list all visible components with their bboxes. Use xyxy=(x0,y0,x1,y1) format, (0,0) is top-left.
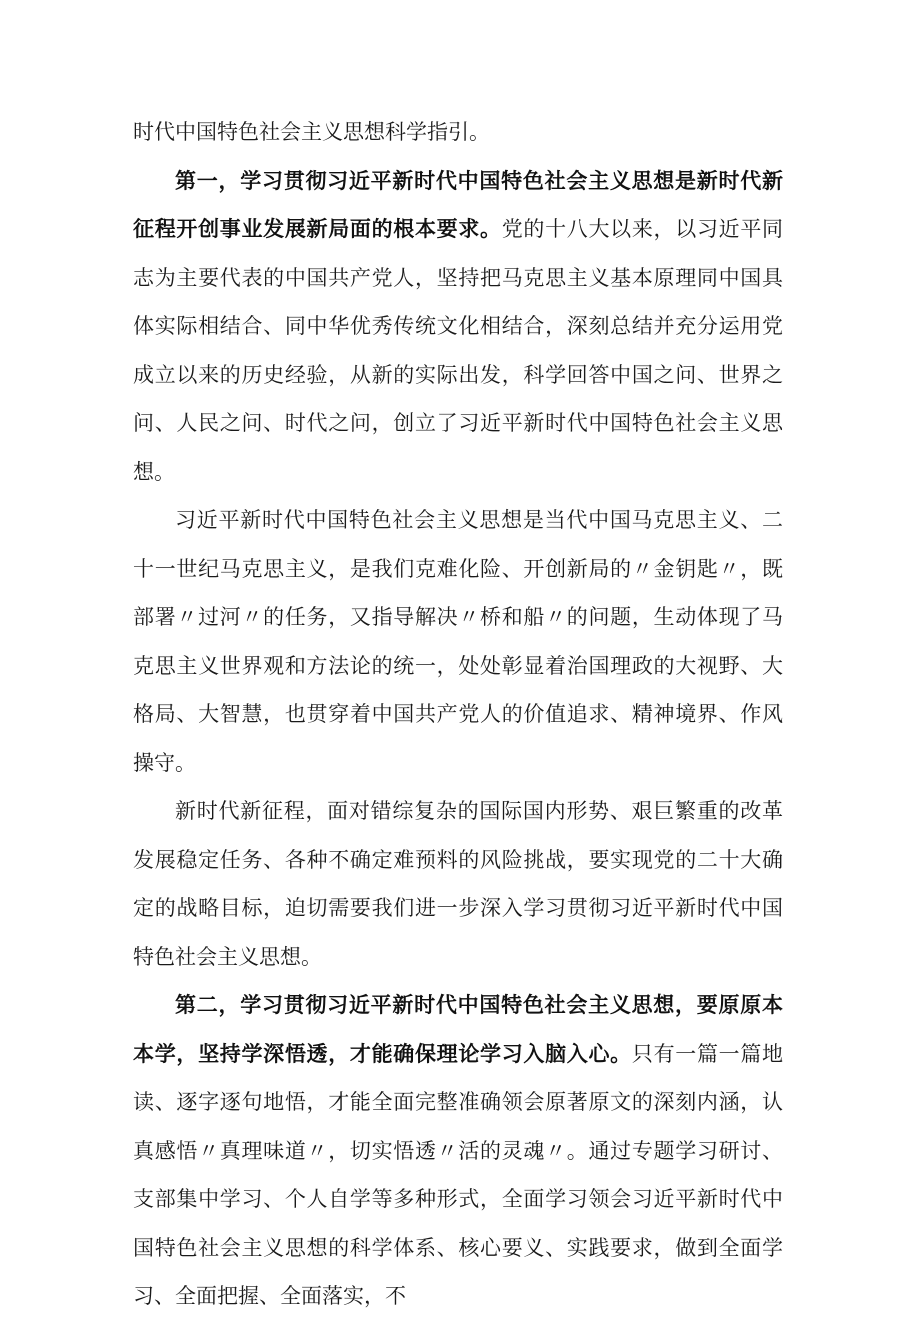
paragraph-3-text: 习近平新时代中国特色社会主义思想是当代中国马克思主义、二十一世纪马克思主义，是我们克难化险、开创新局的〃金钥匙〃，既部署〃过河〃的任务，又指导解决〃桥和船〃的问题，生动体现了马克思主义世界观和方法论的统一，处处彰显着治国理政的大视野、大格局、大智慧，也贯穿着中国共产党人的价值追求、精神境界、作风操守。 xyxy=(133,508,783,775)
document-body xyxy=(133,108,783,1321)
paragraph-5 xyxy=(133,981,783,1321)
paragraph-4-text: 新时代新征程，面对错综复杂的国际国内形势、艰巨繁重的改革发展稳定任务、各种不确定难预料的风险挑战，要实现党的二十大确定的战略目标，迫切需要我们进一步深入学习贯彻习近平新时代中国特色社会主义思想。 xyxy=(133,799,783,969)
paragraph-1 xyxy=(133,108,783,157)
paragraph-5-heading: 第二，学习贯彻习近平新时代中国特色社会主义思想，要原原本本学，坚持学深悟透，才能确保理论学习入脑入心。 xyxy=(133,993,783,1066)
paragraph-2-text: 党的十八大以来，以习近平同志为主要代表的中国共产党人，坚持把马克思主义基本原理同中国具体实际相结合、同中华优秀传统文化相结合，深刻总结并充分运用党成立以来的历史经验，从新的实际出发，科学回答中国之问、世界之问、人民之问、时代之问，创立了习近平新时代中国特色社会主义思想。 xyxy=(133,217,784,484)
paragraph-2-heading: 第一，学习贯彻习近平新时代中国特色社会主义思想是新时代新征程开创事业发展新局面的根本要求。 xyxy=(133,168,783,241)
paragraph-5-text: 只有一篇一篇地读、逐字逐句地悟，才能全面完整准确领会原著原文的深刻内涵，认真感悟〃真理味道〃，切实悟透〃活的灵魂〃。通过专题学习研讨、支部集中学习、个人自学等多种形式，全面学习领会习近平新时代中国特色社会主义思想的科学体系、核心要义、实践要求，做到全面学习、全面把握、全面落实，不 xyxy=(133,1041,784,1308)
paragraph-2 xyxy=(133,157,783,497)
paragraph-1-text: 时代中国特色社会主义思想科学指引。 xyxy=(133,120,490,144)
paragraph-4 xyxy=(133,787,783,981)
paragraph-3 xyxy=(133,496,783,787)
